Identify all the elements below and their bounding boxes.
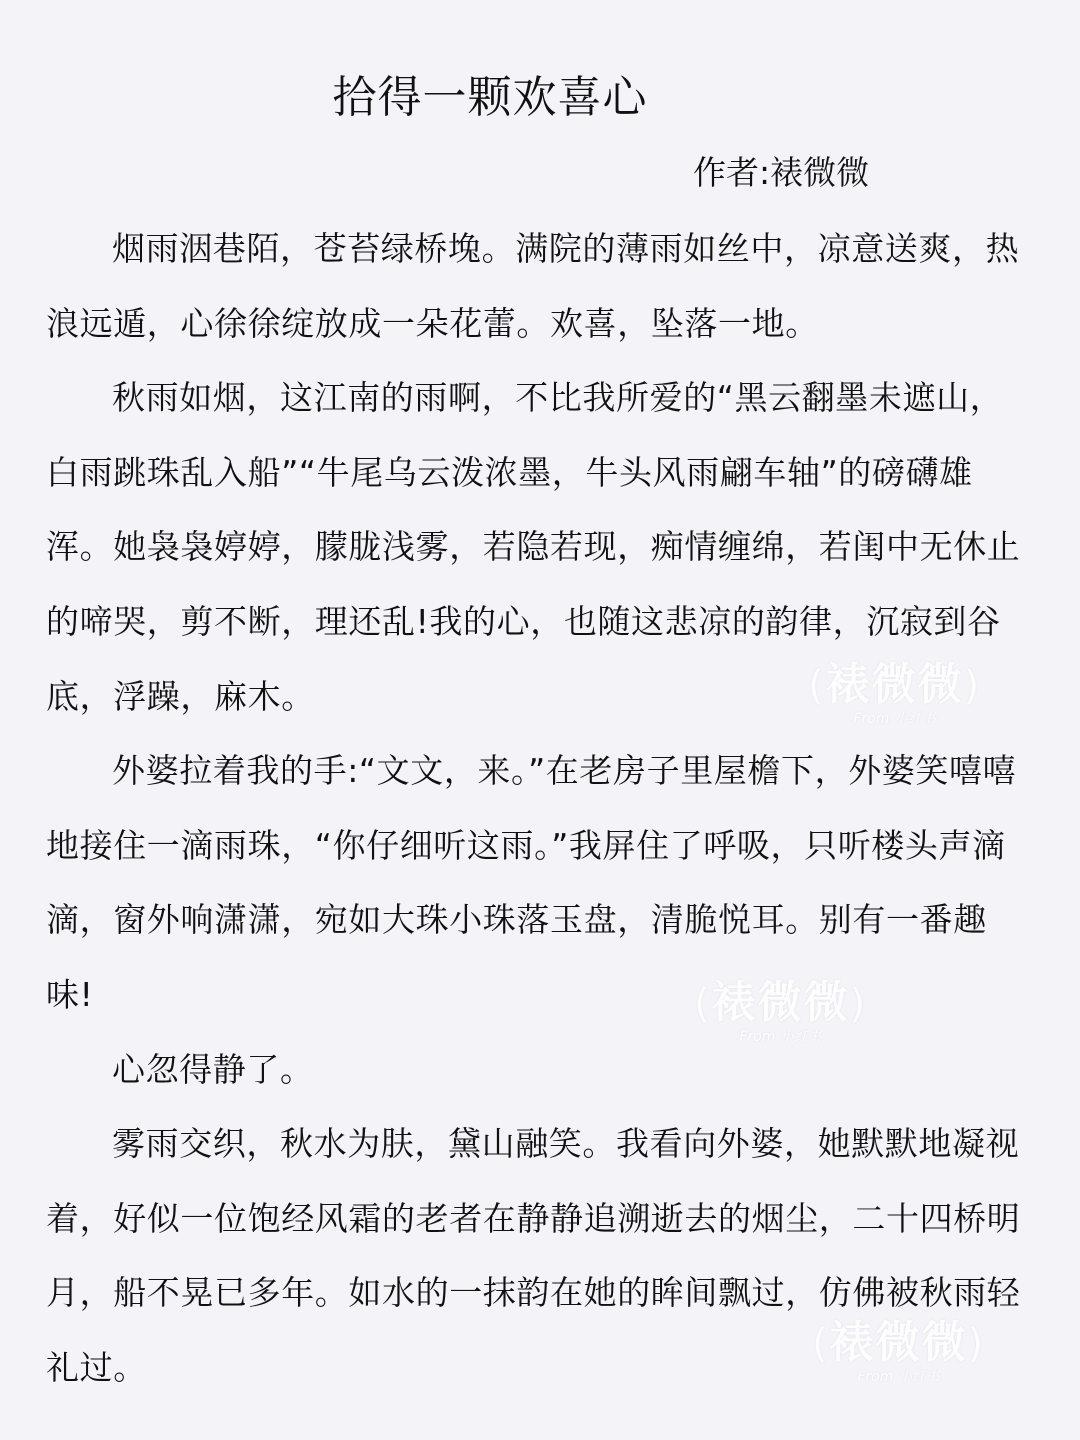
watermark-name: 裱微微 [711, 977, 850, 1028]
paragraph: 雾雨交织，秋水为肤，黛山融笑。我看向外婆，她默默地凝视着，好似一位饱经风霜的老者在静静追溯逝去的烟尘，二十四桥明月，船不晃已多年。如水的一抹韵在她的眸间飘过，仿佛被秋雨轻礼过。 [46, 1124, 1021, 1387]
watermark: (裱微微) From 小红书 [694, 977, 868, 1045]
watermark-source: From 小红书 [857, 1369, 940, 1385]
watermark-source: From 小红书 [739, 1029, 822, 1045]
article-body [46, 212, 1034, 1406]
watermark-source: From 小红书 [853, 711, 936, 727]
watermark-name: 裱微微 [825, 659, 964, 710]
article-title: 拾得一颗欢喜心 [332, 72, 648, 123]
watermark-name: 裱微微 [829, 1317, 968, 1368]
paragraph: 烟雨洇巷陌，苍苔绿桥堍。满院的薄雨如丝中，凉意送爽，热浪远遁，心徐徐绽放成一朵花蕾。欢喜，坠落一地。 [46, 229, 1020, 343]
article-author: 作者:裱微微 [693, 153, 870, 192]
paragraph: 心忽得静了。 [112, 1049, 314, 1089]
paragraph: 秋雨如烟，这江南的雨啊，不比我所爱的“黑云翻墨未遮山，白雨跳珠乱入船”“牛尾乌云泼浓墨，牛头风雨翩车轴”的磅礴雄浑。她袅袅婷婷，朦胧浅雾，若隐若现，痴情缠绵，若闺中无休止的啼哭，剪不断，理还乱!我的心，也随这悲凉的韵律，沉寂到谷底，浮躁，麻木。 [46, 378, 1021, 716]
watermark: (裱微微) From 小红书 [812, 1317, 986, 1385]
watermark: (裱微微) From 小红书 [808, 659, 982, 727]
paragraph: 外婆拉着我的手:“文文，来。”在老房子里屋檐下，外婆笑嘻嘻地接住一滴雨珠，“你仔细听这雨。”我屏住了呼吸，只听楼头声滴滴，窗外响潇潇，宛如大珠小珠落玉盘，清脆悦耳。别有一番趣味! [46, 751, 1017, 1014]
